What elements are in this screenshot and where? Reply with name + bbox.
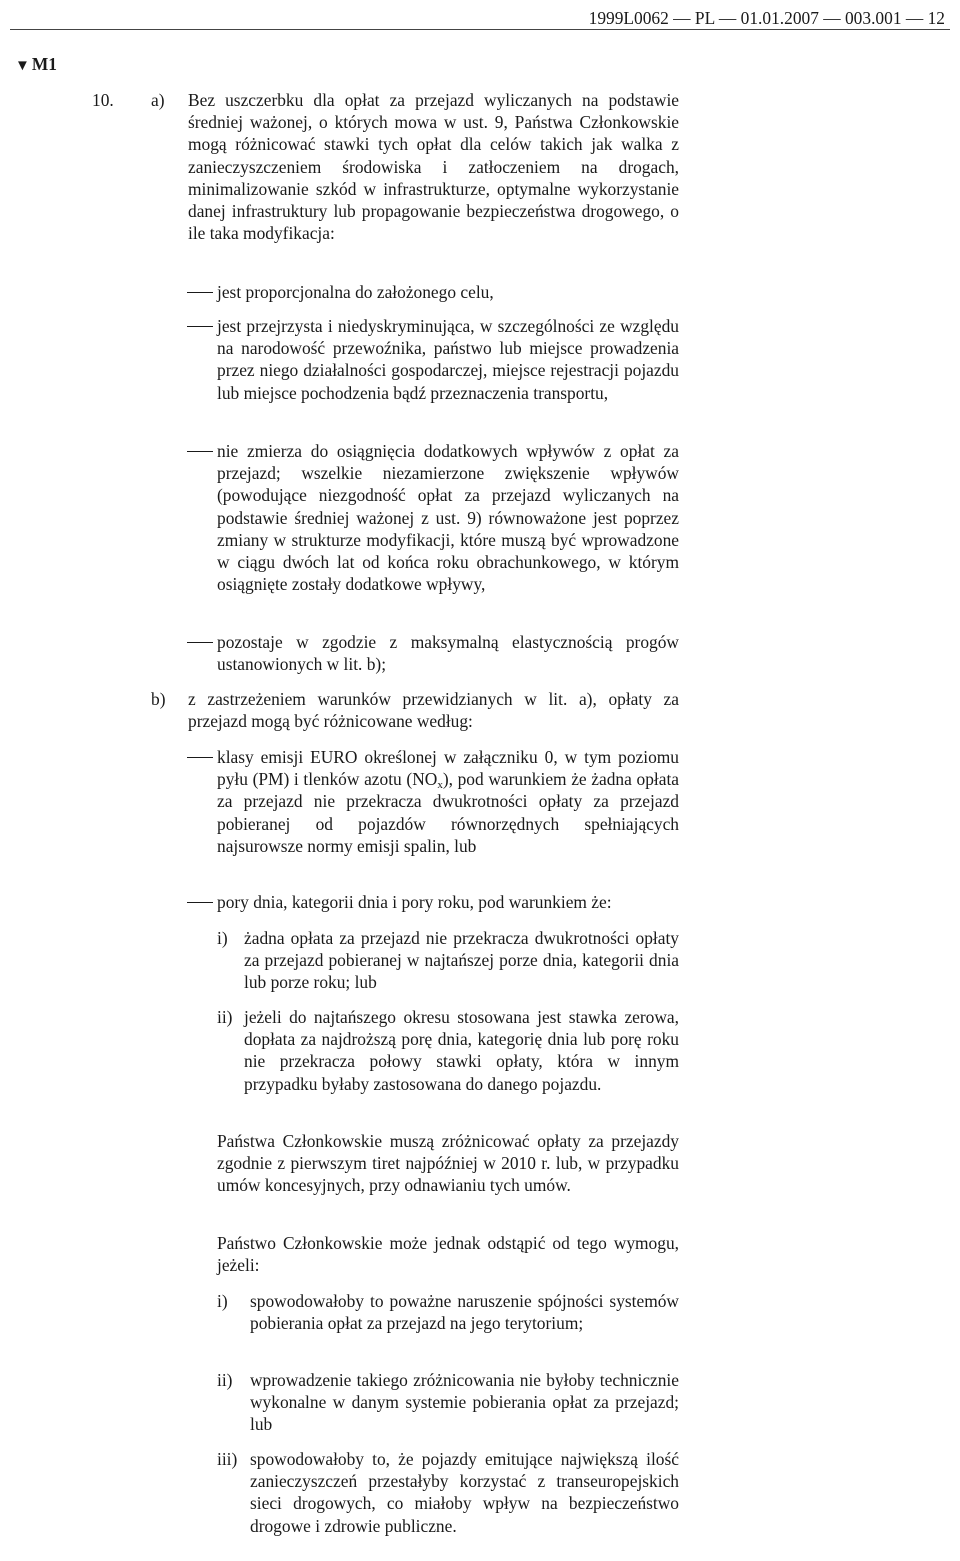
sub-point-i-text: żadna opłata za przejazd nie przekracza dwukrotności opłaty za przejazd pobieranej w najtańszej porze dnia, kategorii dnia lub porze roku; lub <box>244 928 679 993</box>
exception-iii-label: iii) <box>217 1449 238 1469</box>
point-a-label: a) <box>151 90 165 110</box>
indent-b-2: pory dnia, kategorii dnia i pory roku, pod warunkiem że: <box>217 892 612 912</box>
indent-a-1: jest proporcjonalna do założonego celu, <box>217 282 494 302</box>
exception-ii-text: wprowadzenie takiego zróżnicowania nie byłoby technicznie wykonalne w danym systemie pobierania opłat za przejazd; lub <box>250 1370 679 1435</box>
point-b-label: b) <box>151 689 166 709</box>
point-a-intro: Bez uszczerbku dla opłat za przejazd wyliczanych na podstawie średniej ważonej, o których mowa w ust. 9, Państwa Członkowskie mogą różnicować stawki tych opłat dla celów takich jak walka z zanieczyszczeniem środowiska i zatłoczeniem na drogach, minimalizowanie szkód w infrastrukturze, optymalne wykorzystanie danej infrastruktury lub propagowanie bezpieczeństwa drogowego, o ile taka modyfikacja: <box>188 90 679 244</box>
exception-i-label: i) <box>217 1291 228 1311</box>
indent-b-1-text: klasy emisji EURO określonej w załączniku 0, w tym poziomu pyłu (PM) i tlenków azotu (NO <box>217 747 679 790</box>
header-divider <box>10 29 950 30</box>
indent-b-1 <box>217 746 679 857</box>
subscript-x: x <box>437 779 443 792</box>
amendment-marker-label: M1 <box>31 54 57 74</box>
paragraph-deadline: Państwa Członkowskie muszą zróżnicować opłaty za przejazdy zgodnie z pierwszym tiret najpóźniej w 2010 r. lub, w przypadku umów koncesyjnych, przy odnawianiu tych umów. <box>217 1131 679 1196</box>
em-dash <box>187 757 213 758</box>
em-dash <box>187 292 213 293</box>
indent-b-1-text-cont: ), pod warunkiem że żadna opłata za przejazd nie przekracza dwukrotności opłaty za przejazd pobieranej od pojazdów równorzędnych spełniających najsurowsze normy emisji spalin, lub <box>217 769 679 856</box>
sub-point-ii-text: jeżeli do najtańszego okresu stosowana jest stawka zerowa, dopłata za najdroższą porę dnia, kategorię dnia lub porę roku nie przekracza połowy stawki opłaty, która w innym przypadku byłaby zastosowana do danego pojazdu. <box>244 1007 679 1094</box>
exception-iii-text: spowodowałoby to, że pojazdy emitujące największą ilość zanieczyszczeń przestałyby korzystać z transeuropejskich sieci drogowych, co miałoby wpływ na bezpieczeństwo drogowe i zdrowie publiczne. <box>250 1449 679 1536</box>
indent-a-4: pozostaje w zgodzie z maksymalną elastycznością progów ustanowionych w lit. b); <box>217 632 679 675</box>
document-reference: 1999L0062 — PL — 01.01.2007 — 003.001 — 12 <box>588 8 945 28</box>
em-dash <box>187 642 213 643</box>
indent-a-3: nie zmierza do osiągnięcia dodatkowych wpływów z opłat za przejazd; wszelkie niezamierzone zwiększenie wpływów (powodujące niezgodność opłat za przejazd wyliczanych na podstawie średniej ważonej z ust. 9) równoważone jest poprzez zmiany w strukturze modyfikacji, które muszą być wprowadzone w ciągu dwóch lat od końca roku obrachunkowego, w którym osiągnięte zostały dodatkowe wpływy, <box>217 441 679 595</box>
em-dash <box>187 902 213 903</box>
em-dash <box>187 326 213 327</box>
exception-i-text: spowodowałoby to poważne naruszenie spójności systemów pobierania opłat za przejazd na jego terytorium; <box>250 1291 679 1334</box>
indent-a-2: jest przejrzysta i niedyskryminująca, w szczególności ze względu na narodowość przewoźnika, państwo lub miejsce prowadzenia przez niego działalności gospodarczej, miejsce rejestracji pojazdu lub miejsce pochodzenia bądź przeznaczenia transportu, <box>217 316 679 403</box>
exception-ii-label: ii) <box>217 1370 233 1390</box>
paragraph-derogation: Państwo Członkowskie może jednak odstąpić od tego wymogu, jeżeli: <box>217 1233 679 1276</box>
point-b-intro: z zastrzeżeniem warunków przewidzianych w lit. a), opłaty za przejazd mogą być różnicowane według: <box>188 689 679 732</box>
sub-point-i-label: i) <box>217 928 228 948</box>
sub-point-ii-label: ii) <box>217 1007 233 1027</box>
em-dash <box>187 451 213 452</box>
article-number: 10. <box>92 90 114 110</box>
triangle-down-icon: ▼ <box>15 58 30 74</box>
amendment-marker <box>15 53 57 77</box>
